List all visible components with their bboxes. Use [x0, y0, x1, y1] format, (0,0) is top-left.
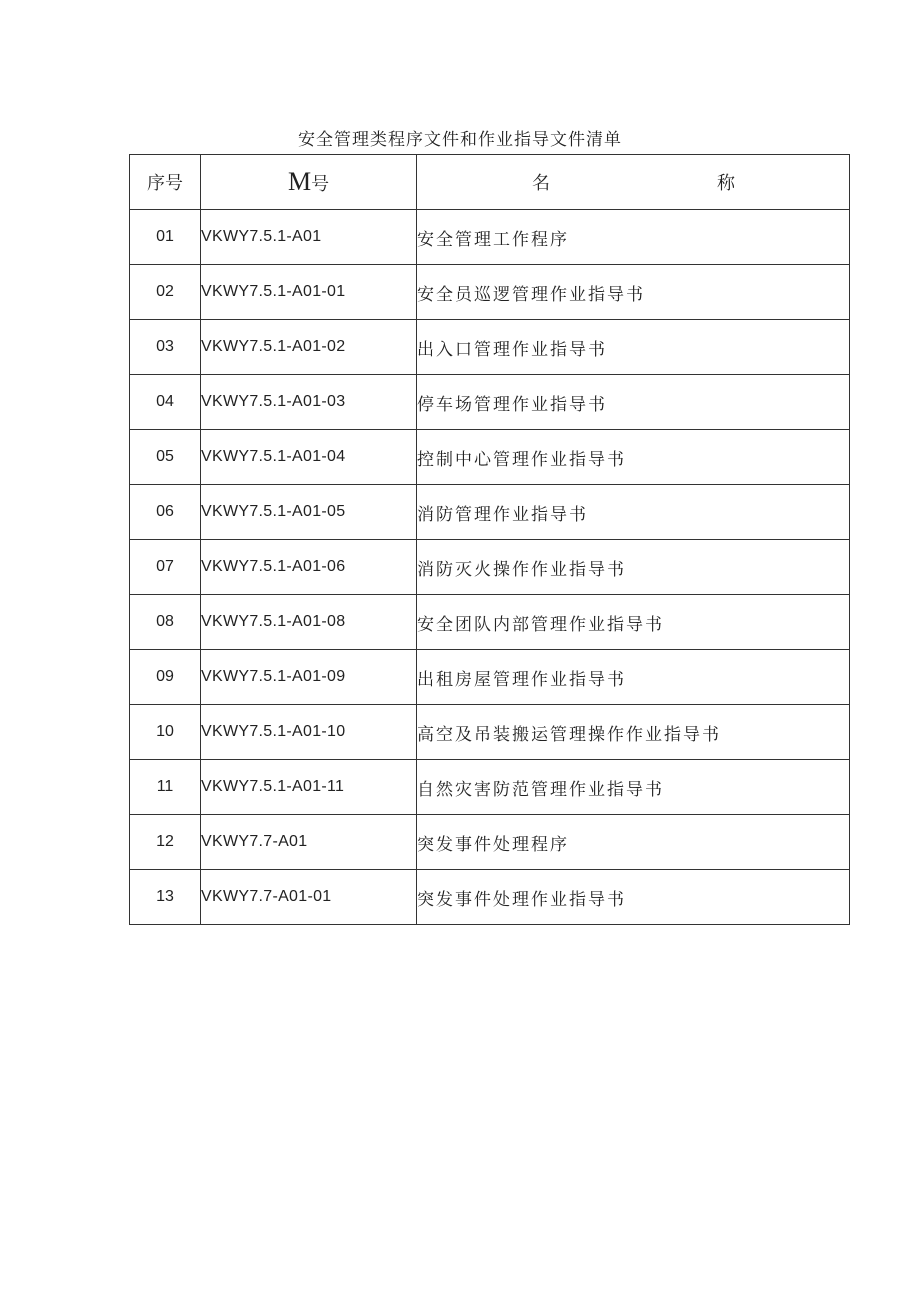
table-row [130, 595, 850, 650]
code-cell: VKWY7.5.1-A01-03 [201, 375, 417, 430]
code-cell: VKWY7.7-A01-01 [201, 870, 417, 925]
seq-cell: 12 [130, 815, 201, 870]
name-cell: 消防灭火操作作业指导书 [417, 540, 850, 595]
name-cell: 高空及吊装搬运管理操作作业指导书 [417, 705, 850, 760]
name-cell: 消防管理作业指导书 [417, 485, 850, 540]
header-seq: 序号 [130, 155, 201, 210]
table-row [130, 705, 850, 760]
name-cell: 突发事件处理作业指导书 [417, 870, 850, 925]
name-cell: 安全员巡逻管理作业指导书 [417, 265, 850, 320]
seq-cell: 13 [130, 870, 201, 925]
table-row [130, 430, 850, 485]
name-cell: 出入口管理作业指导书 [417, 320, 850, 375]
seq-cell: 11 [130, 760, 201, 815]
code-cell: VKWY7.5.1-A01-10 [201, 705, 417, 760]
header-code [201, 155, 417, 210]
code-cell: VKWY7.7-A01 [201, 815, 417, 870]
header-code-suffix: 号 [311, 174, 330, 195]
seq-cell: 10 [130, 705, 201, 760]
name-cell: 自然灾害防范管理作业指导书 [417, 760, 850, 815]
name-cell: 控制中心管理作业指导书 [417, 430, 850, 485]
table-row [130, 760, 850, 815]
code-cell: VKWY7.5.1-A01-01 [201, 265, 417, 320]
document-title: 安全管理类程序文件和作业指导文件清单 [298, 130, 622, 150]
table-body [130, 210, 850, 925]
code-cell: VKWY7.5.1-A01-04 [201, 430, 417, 485]
header-name-part2: 称 [717, 173, 735, 194]
table-row [130, 540, 850, 595]
table-row [130, 815, 850, 870]
header-code-m: M [287, 167, 312, 196]
seq-cell: 04 [130, 375, 201, 430]
table-row [130, 210, 850, 265]
header-name-part1: 名 [532, 173, 550, 194]
file-list-table [129, 154, 850, 925]
name-cell: 出租房屋管理作业指导书 [417, 650, 850, 705]
code-cell: VKWY7.5.1-A01-09 [201, 650, 417, 705]
code-cell: VKWY7.5.1-A01-06 [201, 540, 417, 595]
name-cell: 安全团队内部管理作业指导书 [417, 595, 850, 650]
table-row [130, 320, 850, 375]
seq-cell: 03 [130, 320, 201, 375]
seq-cell: 07 [130, 540, 201, 595]
seq-cell: 08 [130, 595, 201, 650]
name-cell: 突发事件处理程序 [417, 815, 850, 870]
name-cell: 安全管理工作程序 [417, 210, 850, 265]
seq-cell: 01 [130, 210, 201, 265]
table-row [130, 650, 850, 705]
code-cell: VKWY7.5.1-A01-08 [201, 595, 417, 650]
table-header-row [130, 155, 850, 210]
table-row [130, 870, 850, 925]
code-cell: VKWY7.5.1-A01-11 [201, 760, 417, 815]
seq-cell: 05 [130, 430, 201, 485]
name-cell: 停车场管理作业指导书 [417, 375, 850, 430]
seq-cell: 09 [130, 650, 201, 705]
table-row [130, 485, 850, 540]
code-cell: VKWY7.5.1-A01-05 [201, 485, 417, 540]
header-name [417, 155, 850, 210]
seq-cell: 06 [130, 485, 201, 540]
code-cell: VKWY7.5.1-A01 [201, 210, 417, 265]
seq-cell: 02 [130, 265, 201, 320]
code-cell: VKWY7.5.1-A01-02 [201, 320, 417, 375]
table-row [130, 375, 850, 430]
table-row [130, 265, 850, 320]
